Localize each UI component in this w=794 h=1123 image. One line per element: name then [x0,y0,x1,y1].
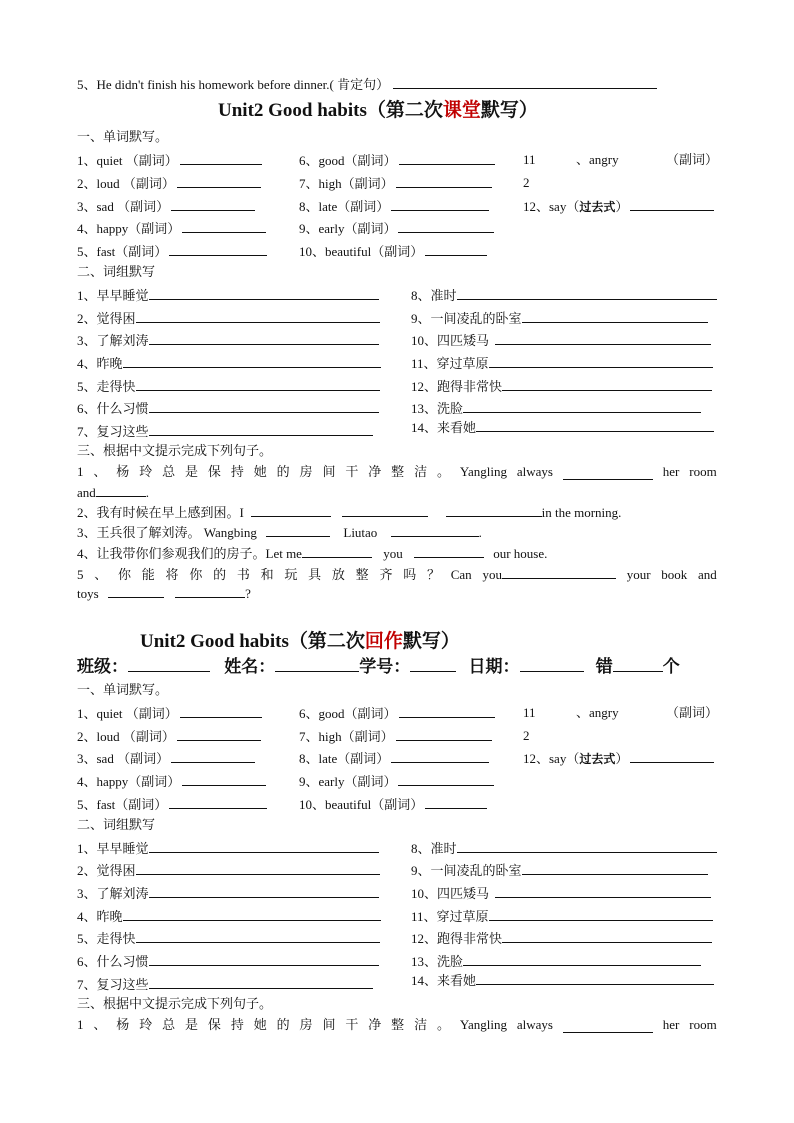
sentence-blank[interactable] [175,585,245,598]
phrase-blank[interactable] [149,976,373,989]
word-item-6: 6、good（副词） [299,152,495,169]
sentence-blank[interactable] [414,545,484,558]
section-heading-words-1: 一、单词默写。 [77,129,169,144]
word-item-1: 1、quiet （副词） [77,705,262,722]
word-item-7: 7、high（副词） [299,175,492,192]
phrase-blank[interactable] [149,953,379,966]
word-blank[interactable] [398,773,494,786]
phrase-item-6: 6、什么习惯 [77,953,379,970]
word-item-11-carry: 2 [523,728,530,743]
phrase-blank[interactable] [489,355,713,368]
word-blank[interactable] [425,796,487,809]
word-item-7: 7、high（副词） [299,728,492,745]
word-blank[interactable] [396,728,492,741]
phrase-blank[interactable] [149,840,379,853]
date-field[interactable] [520,656,584,672]
word-blank[interactable] [177,175,261,188]
word-blank[interactable] [425,243,487,256]
sentence-blank[interactable] [302,545,372,558]
word-item-3: 3、sad （副词） [77,750,255,767]
word-blank[interactable] [169,796,267,809]
phrase-blank[interactable] [502,930,712,943]
word-blank[interactable] [398,220,494,233]
section-heading-phrases-2: 二、词组默写 [77,817,156,832]
sentence-1: 1 、 杨 玲 总 是 保 持 她 的 房 间 干 净 整 洁 。 Yangling always her room [77,1017,717,1032]
student-info-row: 班级： 姓名： 学号： 日期： 错 个 [77,657,680,676]
phrase-blank[interactable] [136,378,380,391]
word-item-4: 4、happy（副词） [77,773,266,790]
sentence-1-cont: and . [77,485,150,500]
word-blank[interactable] [180,152,262,165]
phrase-blank[interactable] [149,400,379,413]
sentence-blank[interactable] [266,524,330,537]
phrase-item-13: 13、洗脸 [411,953,701,970]
word-blank[interactable] [171,750,255,763]
phrase-item-8: 8、准时 [411,840,717,857]
sentence-2: 2、我有时候在早上感到困。I in the morning. [77,505,622,520]
word-item-12: 12、say（过去式） [523,750,714,767]
phrase-blank[interactable] [123,908,381,921]
phrase-blank[interactable] [149,885,379,898]
sentence-blank[interactable] [108,585,164,598]
word-item-3: 3、sad （副词） [77,198,255,215]
phrase-blank[interactable] [149,287,379,300]
phrase-blank[interactable] [457,840,717,853]
phrase-blank[interactable] [476,419,714,432]
phrase-item-11: 11、穿过草原 [411,908,713,925]
phrase-item-3: 3、了解刘涛 [77,885,379,902]
worksheet-title-1: Unit2 Good habits（第二次课堂默写） [218,100,538,121]
sentence-blank[interactable] [446,504,542,517]
word-item-11: 、angry [576,705,619,720]
word-item-1: 1、quiet （副词） [77,152,262,169]
phrase-item-4: 4、昨晚 [77,355,381,372]
word-item-8: 8、late（副词） [299,198,489,215]
phrase-blank[interactable] [463,400,701,413]
sentence-blank[interactable] [563,1020,653,1033]
phrase-item-2: 2、觉得困 [77,862,380,879]
phrase-item-5: 5、走得快 [77,930,380,947]
word-item-5: 5、fast（副词） [77,796,267,813]
worksheet-title-2: Unit2 Good habits（第二次回作默写） [140,631,460,652]
answer-blank[interactable] [393,76,657,89]
word-item-4: 4、happy（副词） [77,220,266,237]
word-item-6: 6、good（副词） [299,705,495,722]
word-item-9: 9、early（副词） [299,220,494,237]
word-item-8: 8、late（副词） [299,750,489,767]
phrase-blank[interactable] [476,972,714,985]
sentence-blank[interactable] [342,504,428,517]
word-item-12: 12、say（过去式） [523,198,714,215]
phrase-item-11: 11、穿过草原 [411,355,713,372]
phrase-item-7: 7、复习这些 [77,976,373,993]
word-item-5: 5、fast（副词） [77,243,267,260]
phrase-blank[interactable] [136,930,380,943]
phrase-item-10: 10、四匹矮马 [411,885,711,902]
top-sentence: 5、He didn't finish his homework before dinner.( 肯定句） [77,76,657,93]
word-blank[interactable] [630,750,714,763]
phrase-blank[interactable] [522,310,708,323]
phrase-item-13: 13、洗脸 [411,400,701,417]
phrase-blank[interactable] [457,287,717,300]
wrong-count-field[interactable] [613,656,663,672]
word-blank[interactable] [391,198,489,211]
section-heading-words-2: 一、单词默写。 [77,682,169,697]
phrase-item-7: 7、复习这些 [77,423,373,440]
phrase-blank[interactable] [463,953,701,966]
word-blank[interactable] [182,773,266,786]
word-item-11-carry: 2 [523,175,530,190]
phrase-blank[interactable] [502,378,712,391]
word-item-11: 、angry [576,152,619,167]
word-blank[interactable] [182,220,266,233]
phrase-item-14: 14、来看她 [411,419,714,436]
sentence-blank[interactable] [96,484,146,497]
word-blank[interactable] [399,705,495,718]
phrase-blank[interactable] [495,332,711,345]
section-heading-sentences-1: 三、根据中文提示完成下列句子。 [77,443,273,458]
word-item-9: 9、early（副词） [299,773,494,790]
section-heading-sentences-2: 三、根据中文提示完成下列句子。 [77,996,273,1011]
word-item-2: 2、loud （副词） [77,728,261,745]
sentence-blank[interactable] [502,566,616,579]
sentence-3: 3、王兵很了解刘涛。 Wangbing Liutao . [77,525,482,540]
phrase-item-9: 9、一间凌乱的卧室 [411,310,708,327]
phrase-blank[interactable] [489,908,713,921]
section-heading-phrases-1: 二、词组默写 [77,264,156,279]
phrase-blank[interactable] [136,862,380,875]
phrase-item-4: 4、昨晚 [77,908,381,925]
name-field[interactable] [275,656,359,672]
sentence-5-cont: toys ? [77,586,251,601]
student-id-field[interactable] [410,656,456,672]
word-item-11-number: 11 [523,705,536,720]
sentence-blank[interactable] [391,524,479,537]
phrase-item-3: 3、了解刘涛 [77,332,379,349]
class-field[interactable] [128,656,210,672]
phrase-item-10: 10、四匹矮马 [411,332,711,349]
phrase-blank[interactable] [522,862,708,875]
phrase-blank[interactable] [495,885,711,898]
phrase-item-12: 12、跑得非常快 [411,378,712,395]
phrase-item-8: 8、准时 [411,287,717,304]
sentence-blank[interactable] [251,504,331,517]
word-blank[interactable] [177,728,261,741]
phrase-blank[interactable] [149,332,379,345]
sentence-blank[interactable] [563,467,653,480]
sentence-4: 4、让我带你们参观我们的房子。Let me you our house. [77,546,548,561]
word-item-11-hint: （副词） [666,705,719,720]
phrase-blank[interactable] [123,355,381,368]
word-item-11-number: 11 [523,152,536,167]
word-item-10: 10、beautiful（副词） [299,796,487,813]
sentence-1: 1 、 杨 玲 总 是 保 持 她 的 房 间 干 净 整 洁 。 Yangling always her room [77,464,717,479]
phrase-item-2: 2、觉得困 [77,310,380,327]
word-item-10: 10、beautiful（副词） [299,243,487,260]
word-blank[interactable] [391,750,489,763]
word-blank[interactable] [169,243,267,256]
phrase-item-12: 12、跑得非常快 [411,930,712,947]
phrase-item-1: 1、早早睡觉 [77,287,379,304]
phrase-item-6: 6、什么习惯 [77,400,379,417]
phrase-item-14: 14、来看她 [411,972,714,989]
word-item-11-hint: （副词） [666,152,719,167]
word-blank[interactable] [396,175,492,188]
phrase-blank[interactable] [149,423,373,436]
word-blank[interactable] [630,198,714,211]
word-blank[interactable] [180,705,262,718]
word-item-2: 2、loud （副词） [77,175,261,192]
phrase-item-1: 1、早早睡觉 [77,840,379,857]
sentence-5: 5 、 你 能 将 你 的 书 和 玩 具 放 整 齐 吗 ？ Can you your book and [77,567,717,582]
word-blank[interactable] [399,152,495,165]
phrase-item-5: 5、走得快 [77,378,380,395]
phrase-blank[interactable] [136,310,380,323]
phrase-item-9: 9、一间凌乱的卧室 [411,862,708,879]
word-blank[interactable] [171,198,255,211]
